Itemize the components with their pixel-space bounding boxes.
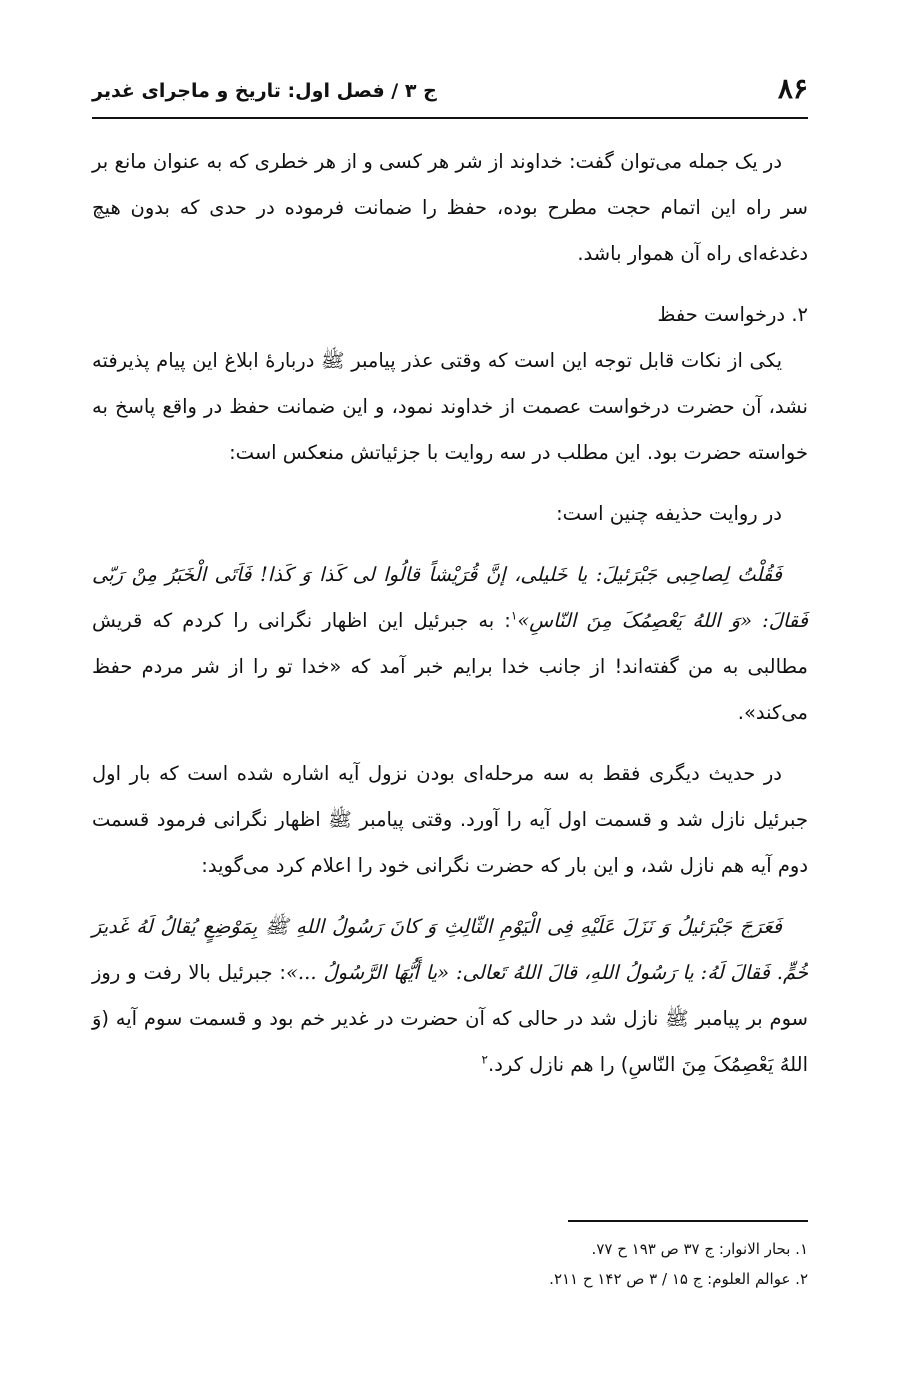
paragraph-3: در روایت حذیفه چنین است:: [556, 502, 782, 525]
footnote-ref-2[interactable]: ۲: [481, 1052, 488, 1067]
footnote-2: ۲. عوالم العلوم: ج ۱۵ / ۳ ص ۱۴۲ ح ۲۱۱.: [549, 1270, 808, 1288]
footnote-ref-1[interactable]: ۱: [510, 608, 518, 623]
translation-2: : جبرئیل بالا رفت و روز سوم بر پیامبر ﷺ نازل شد در حالی که آن حضرت در غدیر خم بود و قسمت سوم آیه (وَ اللهُ یَعْصِمُکَ مِنَ النّاسِ) را هم نازل کرد.: [92, 961, 808, 1076]
paragraph-1: در یک جمله می‌توان گفت: خداوند از شر هر کسی و از هر خطری که به عنوان مانع بر سر راه این اتمام حجت مطرح بوده، حفظ را ضمانت فرموده در حدی که بدون هیچ دغدغه‌ای راه آن هموار باشد.: [92, 150, 808, 265]
page-header: [92, 70, 808, 118]
main-text: [92, 139, 808, 1088]
page-number: ۸۶: [777, 72, 808, 105]
arabic-quote-1: فَقُلْتُ لِصاحِبی جَبْرَئیلَ: یا خَلیلی، إنَّ قُرَیْشاً قالُوا لی کَذا وَ کَذا! فَاَتَی الْخَبَرُ مِنْ رَبّی فَقالَ: «وَ اللهُ یَعْصِمُکَ مِنَ النّاسِ»: [92, 563, 808, 632]
paragraph-6: [92, 904, 808, 1088]
paragraph-5: در حدیث دیگری فقط به سه مرحله‌ای بودن نزول آیه اشاره شده است که بار اول جبرئیل نازل شد و قسمت اول آیه را آورد. وقتی پیامبر ﷺ اظهار نگرانی فرمود قسمت دوم آیه هم نازل شد، و این بار که حضرت نگرانی خود را اعلام کرد می‌گوید:: [92, 762, 808, 877]
arabic-quote-2: فَعَرَجَ جَبْرَئیلُ وَ نَزَلَ عَلَیْهِ فِی الْیَوْمِ الثّالِثِ وَ کانَ رَسُولُ اللهِ ﷺ بِمَوْضِعٍ یُقالُ لَهُ غَدیرَ خُمٍّ. فَقالَ لَهُ: یا رَسُولُ اللهِ، قالَ اللهُ تَعالی: «یا أَیُّهَا الرَّسُولُ ...»: [92, 915, 808, 984]
paragraph-2: یکی از نکات قابل توجه این است که وقتی عذر پیامبر ﷺ دربارهٔ ابلاغ این پیام پذیرفته نشد، آن حضرت درخواست عصمت از خداوند نمود، و این ضمانت حفظ در واقع پاسخ به خواسته حضرت بود. این مطلب در سه روایت با جزئیاتش منعکس است:: [92, 349, 808, 464]
footnote-1: ۱. بحار الانوار: ج ۳۷ ص ۱۹۳ ح ۷۷.: [591, 1240, 808, 1258]
paragraph-4: [92, 552, 808, 736]
running-title: ج ۳ / فصل اول: تاریخ و ماجرای غدیر: [92, 80, 437, 102]
section-heading: ۲. درخواست حفظ: [657, 303, 808, 326]
translation-1: : به جبرئیل این اظهار نگرانی را کردم که قریش مطالبی به من گفته‌اند! از جانب خدا برایم خبر آمد که «خدا تو را از شر مردم حفظ می‌کند».: [92, 609, 808, 724]
header-divider: [92, 117, 808, 119]
footnote-divider: [568, 1220, 808, 1222]
footnotes: [92, 1234, 808, 1294]
